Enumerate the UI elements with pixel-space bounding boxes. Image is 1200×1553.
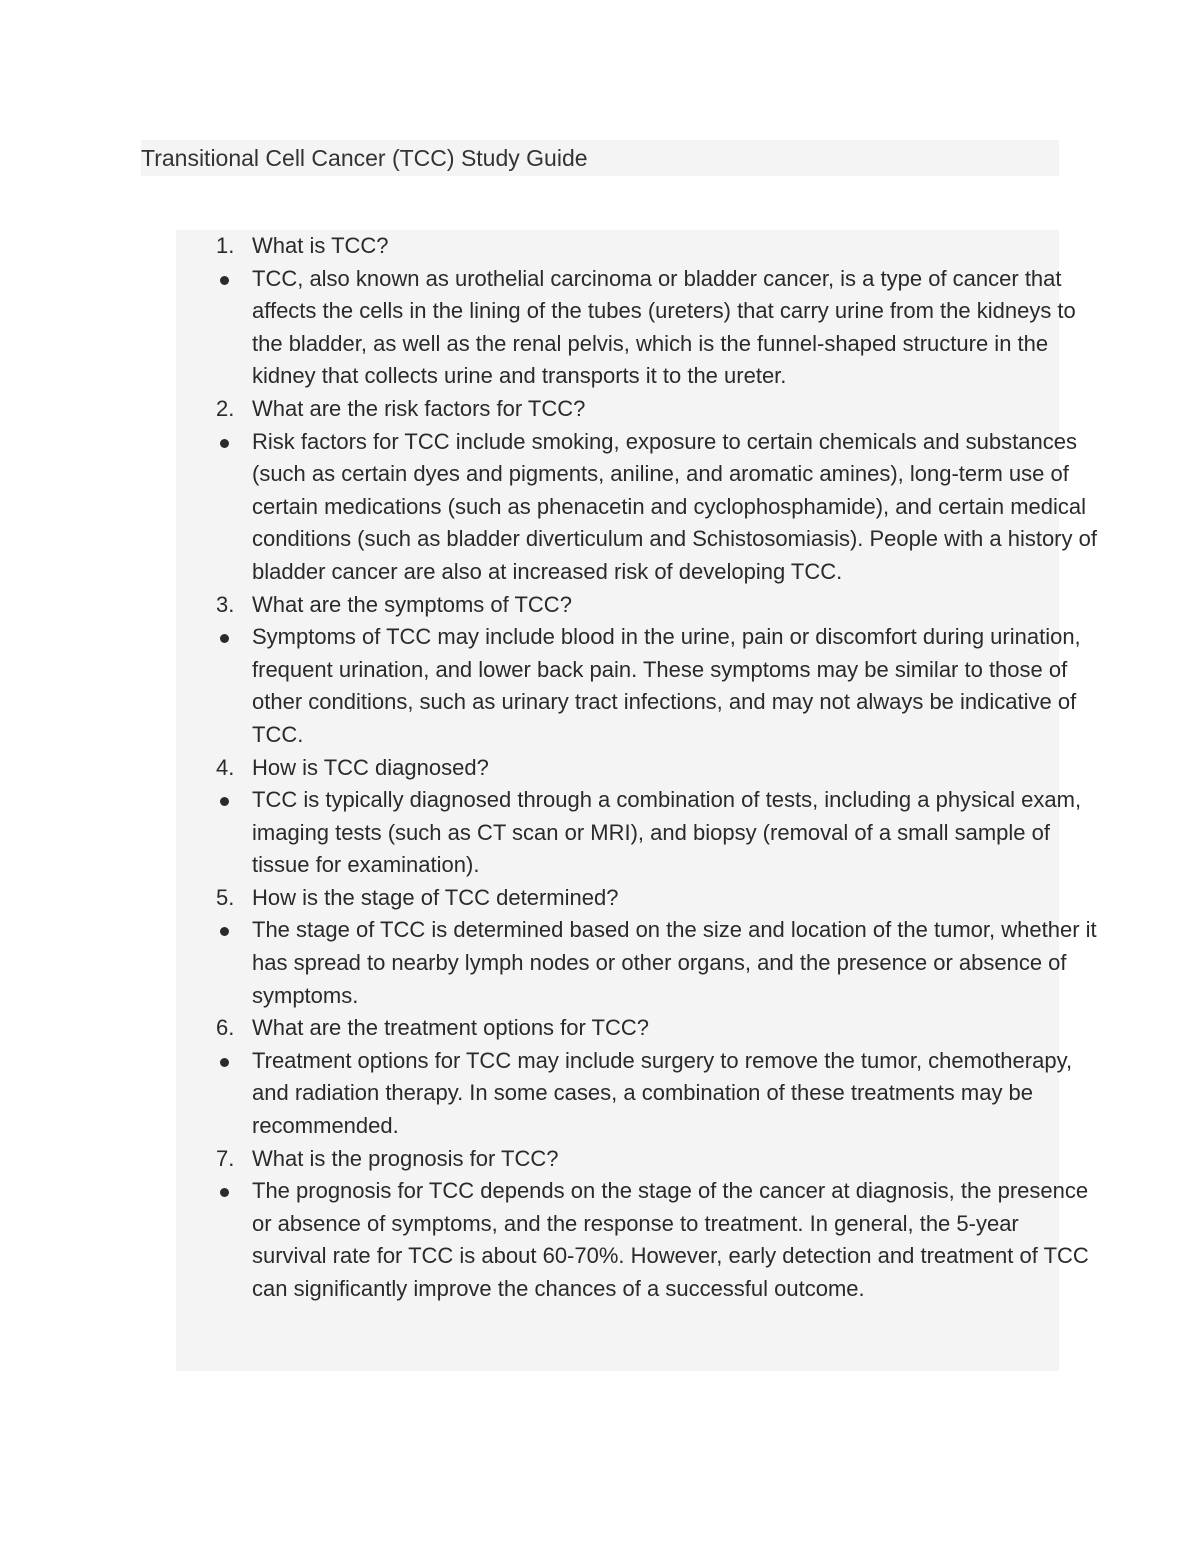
question-item: [216, 589, 1099, 622]
study-guide-content: [176, 230, 1097, 1371]
question-number: 1.: [216, 233, 235, 258]
bullet-icon: [220, 439, 229, 448]
question-text: How is TCC diagnosed?: [252, 754, 489, 780]
question-item: [216, 1143, 1099, 1176]
answer-item: [216, 621, 1099, 751]
question-item: [216, 752, 1099, 785]
answer-text: The prognosis for TCC depends on the stage of the cancer at diagnosis, the presence or absence of symptoms, and the response to treatment. In general, the 5-year survival rate for TCC is about 60-70%. However, early detection and treatment of TCC can significantly improve the chances of a successful outcome.: [252, 1178, 1089, 1301]
question-number: 6.: [216, 1015, 235, 1041]
answer-text: Symptoms of TCC may include blood in the urine, pain or discomfort during urination, frequent urination, and lower back pain. These symptoms may be similar to those of other conditions, such as urinary tract infections, and may not always be indicative of TCC.: [252, 624, 1081, 747]
bullet-icon: [220, 1058, 229, 1067]
title-bar: [141, 140, 1059, 176]
answer-item: [216, 1175, 1099, 1305]
answer-item: [216, 1045, 1099, 1143]
answer-item: [216, 784, 1099, 882]
answer-item: [216, 263, 1099, 393]
bullet-icon: [220, 634, 229, 643]
question-text: What is TCC?: [252, 233, 389, 258]
page-title: Transitional Cell Cancer (TCC) Study Guide: [141, 145, 588, 171]
question-text: What are the symptoms of TCC?: [252, 591, 572, 617]
question-number: 5.: [216, 884, 235, 910]
question-number: 4.: [216, 754, 235, 780]
question-text: What is the prognosis for TCC?: [252, 1145, 559, 1171]
answer-text: Treatment options for TCC may include surgery to remove the tumor, chemotherapy, and radiation therapy. In some cases, a combination of these treatments may be recommended.: [252, 1047, 1073, 1139]
question-item: [216, 882, 1099, 915]
bullet-icon: [220, 927, 229, 936]
answer-text: TCC, also known as urothelial carcinoma or bladder cancer, is a type of cancer that affects the cells in the lining of the tubes (ureters) that carry urine from the kidneys to the bladder, as well as the renal pelvis, which is the funnel-shaped structure in the kidney that collects urine and transports it to the ureter.: [252, 265, 1076, 389]
question-text: How is the stage of TCC determined?: [252, 884, 619, 910]
answer-item: [216, 914, 1099, 1012]
answer-text: TCC is typically diagnosed through a combination of tests, including a physical exam, imaging tests (such as CT scan or MRI), and biopsy (removal of a small sample of tissue for examination).: [252, 787, 1082, 878]
question-number: 2.: [216, 395, 235, 421]
question-number: 3.: [216, 591, 235, 617]
question-text: What are the risk factors for TCC?: [252, 395, 586, 421]
bullet-icon: [220, 1188, 229, 1197]
answer-text: Risk factors for TCC include smoking, exposure to certain chemicals and substances (such as certain dyes and pigments, aniline, and aromatic amines), long-term use of certain medications (such as phenacetin and cyclophosphamide), and certain medical conditions (such as bladder diverticulum and Schistosomiasis). People with a history of bladder cancer are also at increased risk of developing TCC.: [252, 428, 1097, 584]
bullet-icon: [220, 276, 229, 285]
answer-item: [216, 426, 1099, 589]
question-text: What are the treatment options for TCC?: [252, 1015, 649, 1041]
qa-list: [176, 230, 1099, 1306]
question-item: [216, 393, 1099, 426]
answer-text: The stage of TCC is determined based on the size and location of the tumor, whether it has spread to nearby lymph nodes or other organs, and the presence or absence of symptoms.: [252, 917, 1097, 1008]
question-number: 7.: [216, 1145, 235, 1171]
question-item: [216, 1012, 1099, 1045]
bullet-icon: [220, 797, 229, 806]
question-item: [216, 230, 1099, 263]
